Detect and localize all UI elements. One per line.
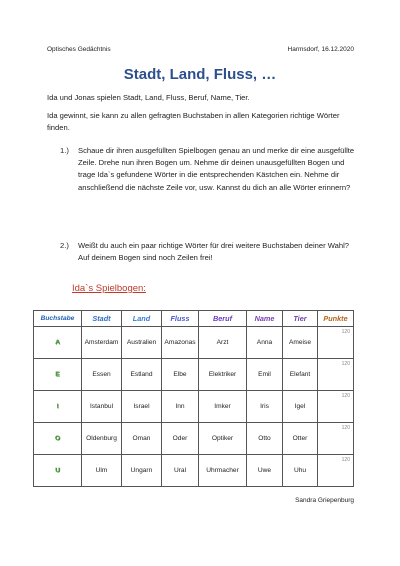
table-row bbox=[34, 391, 354, 423]
cell-fluss: Amazonas bbox=[162, 327, 199, 359]
points-value: 120 bbox=[341, 457, 350, 463]
sheet-subtitle: Ida`s Spielbogen: bbox=[72, 283, 146, 294]
header-subject: Optisches Gedächtnis bbox=[47, 46, 111, 53]
cell-land: Estland bbox=[122, 359, 162, 391]
cell-stadt: Ulm bbox=[82, 455, 122, 487]
cell-name: Uwe bbox=[247, 455, 283, 487]
game-sheet-table bbox=[33, 310, 354, 487]
author-signature: Sandra Griepenburg bbox=[295, 497, 354, 504]
cell-tier: Elefant bbox=[283, 359, 318, 391]
table-row bbox=[34, 359, 354, 391]
cell-beruf: Elektriker bbox=[199, 359, 247, 391]
col-header-beruf: Beruf bbox=[199, 311, 247, 327]
header-place-date: Harmsdorf, 16.12.2020 bbox=[287, 46, 354, 53]
points-value: 120 bbox=[341, 393, 350, 399]
instruction-1-text: Schaue dir ihren ausgefüllten Spielbogen genau an und merke dir eine ausgefüllte Zeile. Drehe nun ihren Bogen um. Nehme dir deinen unausgefüllten Bogen und trage Ida`s gefundene Wörter in die entsprechenden Kästchen ein. Nehme dir anschließend die nächste Zeile vor, usw. Kannst du dich an alle Wörter erinnern? bbox=[78, 146, 355, 192]
col-header-name: Name bbox=[247, 311, 283, 327]
intro-text-2: Ida gewinnt, sie kann zu allen gefragten Buchstaben in allen Kategorien richtige Wörter finden. bbox=[47, 111, 340, 132]
cell-land: Ungarn bbox=[122, 455, 162, 487]
table-row bbox=[34, 423, 354, 455]
cell-tier: Uhu bbox=[283, 455, 318, 487]
col-header-punkte: Punkte bbox=[318, 311, 354, 327]
col-header-tier: Tier bbox=[283, 311, 318, 327]
row-letter: E bbox=[34, 359, 82, 391]
row-letter: I bbox=[34, 391, 82, 423]
cell-tier: Igel bbox=[283, 391, 318, 423]
cell-name: Emil bbox=[247, 359, 283, 391]
cell-punkte bbox=[318, 455, 354, 487]
points-value: 120 bbox=[341, 329, 350, 335]
cell-stadt: Amsterdam bbox=[82, 327, 122, 359]
cell-stadt: Istanbul bbox=[82, 391, 122, 423]
instruction-1 bbox=[60, 145, 360, 194]
cell-beruf: Uhrmacher bbox=[199, 455, 247, 487]
table-row bbox=[34, 455, 354, 487]
cell-name: Anna bbox=[247, 327, 283, 359]
col-header-buchstabe: Buchstabe bbox=[34, 311, 82, 327]
cell-name: Iris bbox=[247, 391, 283, 423]
cell-tier: Otter bbox=[283, 423, 318, 455]
row-letter: O bbox=[34, 423, 82, 455]
cell-stadt: Essen bbox=[82, 359, 122, 391]
points-value: 120 bbox=[341, 361, 350, 367]
cell-land: Oman bbox=[122, 423, 162, 455]
intro-text: Ida und Jonas spielen Stadt, Land, Fluss, Beruf, Name, Tier. bbox=[47, 93, 250, 102]
row-letter: A bbox=[34, 327, 82, 359]
cell-name: Otto bbox=[247, 423, 283, 455]
instruction-1-number: 1.) bbox=[60, 146, 69, 155]
cell-fluss: Elbe bbox=[162, 359, 199, 391]
cell-fluss: Inn bbox=[162, 391, 199, 423]
page-title: Stadt, Land, Fluss, … bbox=[123, 66, 277, 83]
cell-beruf: Arzt bbox=[199, 327, 247, 359]
cell-tier: Ameise bbox=[283, 327, 318, 359]
cell-land: Israel bbox=[122, 391, 162, 423]
table-header-row bbox=[34, 311, 354, 327]
cell-punkte bbox=[318, 423, 354, 455]
cell-fluss: Ural bbox=[162, 455, 199, 487]
cell-stadt: Oldenburg bbox=[82, 423, 122, 455]
cell-punkte bbox=[318, 391, 354, 423]
cell-land: Australien bbox=[122, 327, 162, 359]
instruction-2 bbox=[60, 240, 360, 264]
points-value: 120 bbox=[341, 425, 350, 431]
cell-fluss: Oder bbox=[162, 423, 199, 455]
instruction-2-text: Weißt du auch ein paar richtige Wörter für drei weitere Buchstaben deiner Wahl? Auf deinem Bogen sind noch Zeilen frei! bbox=[78, 241, 349, 263]
cell-beruf: Imker bbox=[199, 391, 247, 423]
cell-beruf: Optiker bbox=[199, 423, 247, 455]
instruction-2-number: 2.) bbox=[60, 241, 69, 250]
col-header-land: Land bbox=[122, 311, 162, 327]
cell-punkte bbox=[318, 359, 354, 391]
table-row bbox=[34, 327, 354, 359]
col-header-stadt: Stadt bbox=[82, 311, 122, 327]
col-header-fluss: Fluss bbox=[162, 311, 199, 327]
row-letter: U bbox=[34, 455, 82, 487]
cell-punkte bbox=[318, 327, 354, 359]
